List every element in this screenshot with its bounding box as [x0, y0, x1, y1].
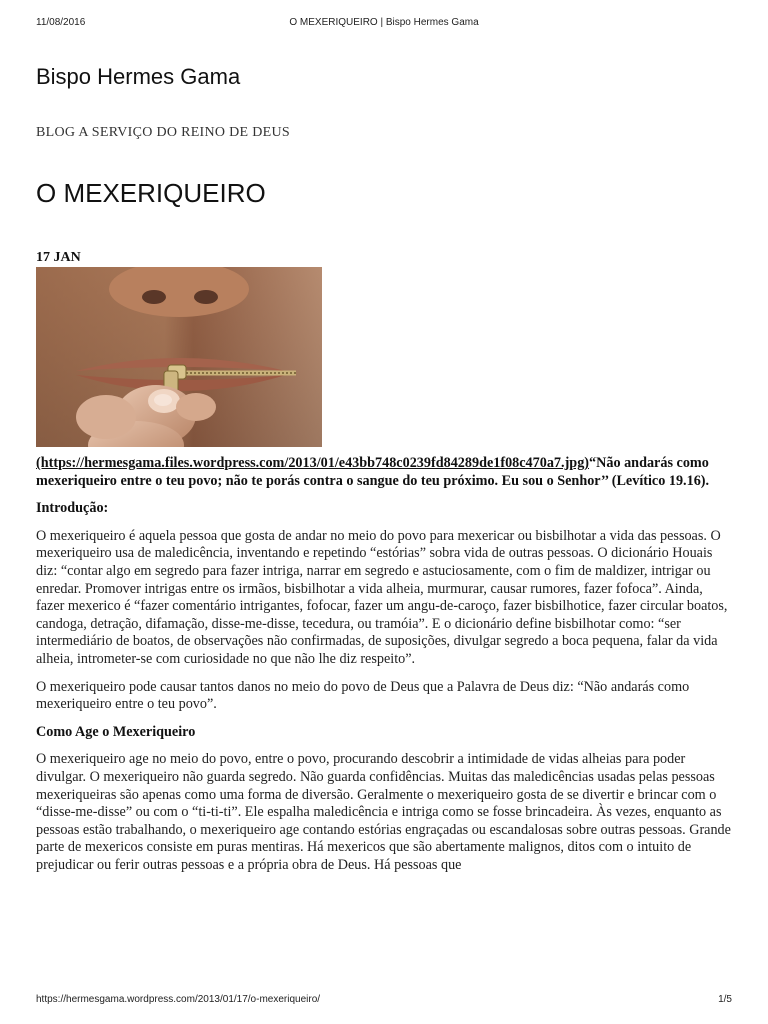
lead-quote: “Não andarás como mexeriqueiro entre o teu povo; não te porás contra o sangue do teu próximo. Eu sou o Senhor’’ (Levítico 19.16).	[36, 455, 710, 489]
paragraph-damage: O mexeriqueiro pode causar tantos danos no meio do povo de Deus que a Palavra de Deus diz: “Não andarás como mexeriqueiro entre o teu povo”.	[36, 678, 690, 713]
post-content	[36, 455, 732, 901]
paragraph-how-it-acts: O mexeriqueiro age no meio do povo, entre o povo, procurando descobrir a intimidade de vidas alheias para poder divulgar. O mexeriqueiro não guarda segredo. Não guarda confidências. Muitas das maledicências usadas pelas pessoas mexeriqueiras são apenas como uma forma de diversão. Geralmente o mexeriqueiro gosta de se divertir e brincar com o “disse-me-disse” ou com o “ti-ti-ti”. Ele espalha maledicência e intriga como se fosse brincadeira. Às vezes, enquanto as pessoas estão trabalhando, o mexeriqueiro age contando estórias engraçadas ou escandalosas sobre outras pessoas. Grande parte de mexericos consiste em puras mentiras. Há mexericos que são abertamente malignos, ditos com o intuito de prejudicar ou ferir outras pessoas e a própria obra de Deus. Há pessoas que	[36, 751, 731, 873]
post-date: 17 JAN	[36, 250, 81, 265]
print-url: https://hermesgama.wordpress.com/2013/01/17/o-mexeriqueiro/	[36, 994, 321, 1005]
site-tagline: BLOG A SERVIÇO DO REINO DE DEUS	[36, 125, 290, 140]
image-source-link[interactable]: (https://hermesgama.files.wordpress.com/2013/01/e43bb748c0239fd84289de1f08c470a7.jpg)	[36, 455, 590, 471]
print-page-number: 1/5	[718, 994, 732, 1005]
post-title: O MEXERIQUEIRO	[36, 178, 266, 208]
print-header	[36, 17, 732, 31]
intro-heading: Introdução:	[36, 500, 109, 517]
print-footer	[36, 994, 732, 1008]
site-title[interactable]: Bispo Hermes Gama	[36, 64, 241, 89]
section-heading: Como Age o Mexeriqueiro	[36, 723, 196, 740]
print-date: 11/08/2016	[36, 17, 86, 28]
paragraph-introduction: O mexeriqueiro é aquela pessoa que gosta de andar no meio do povo para mexericar ou bisbilhotar a vida das pessoas. O mexeriqueiro usa de maledicência, inventando e repetindo “estórias” sobra vida de outras pessoas. O dicionário Houais diz: “contar algo em segredo para fazer intriga, narrar em segredo e astuciosamente, com o fim de maldizer, intrigar ou enredar. Promover intrigas entre os irmãos, bisbilhotar a vida alheia, murmurar, causar rumores, fazer fofoca”. Ainda, fazer mexerico é “fazer comentário intrigantes, fofocar, fazer um angu-de-caroço, fazer bisbilhotice, fazer circular boatos, candoga, detração, difamação, disse-me-disse, tecedura, ou tramóia”. E o dicionário define bisbilhotar como: “ser intermediário de boatos, de observações não confirmadas, de suposições, divulgar segredo a boca pequena, falar da vida alheia, intrometer-se com curiosidade no que não lhe diz respeito”.	[36, 527, 728, 667]
post-image-zipped-mouth[interactable]	[36, 267, 322, 447]
print-page-title: O MEXERIQUEIRO | Bispo Hermes Gama	[289, 17, 479, 28]
lead-paragraph	[36, 455, 732, 490]
